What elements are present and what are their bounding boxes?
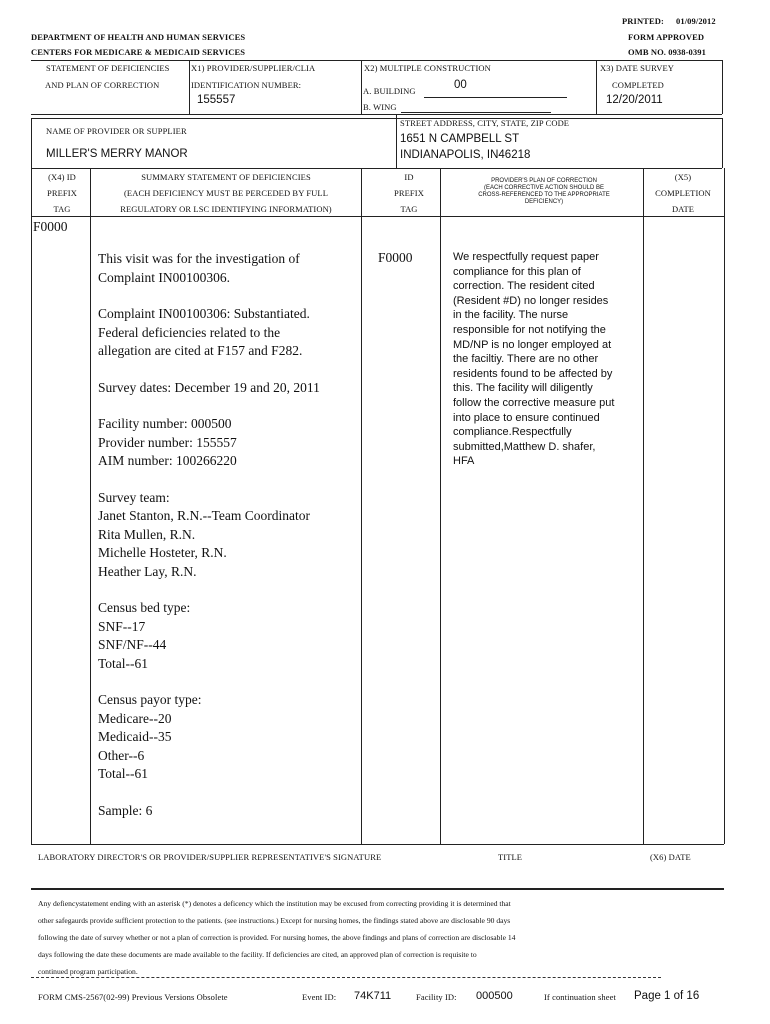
summary-header-line1: SUMMARY STATEMENT OF DEFICIENCIES	[141, 172, 311, 182]
facility-id-value: 000500	[476, 990, 513, 1002]
facility-id-label: Facility ID:	[416, 992, 457, 1002]
x5-header-line1: (X5)	[674, 172, 692, 182]
printed-label: PRINTED:	[622, 16, 664, 26]
street-value: 1651 N CAMPBELL ST	[400, 133, 520, 145]
plan-line: MD/NP is no longer employed at	[453, 338, 612, 351]
summary-line: SNF/NF--44	[98, 637, 167, 652]
disclaimer-line: continued program participation.	[38, 967, 138, 976]
plan-line: into place to ensure continued	[453, 411, 600, 424]
provider-box-right-border	[722, 118, 723, 168]
continuation-label: If continuation sheet	[544, 992, 616, 1002]
building-value: 00	[454, 79, 467, 91]
provider-clia-label: X1) PROVIDER/SUPPLIER/CLIA	[191, 63, 316, 73]
summary-line: Total--61	[98, 766, 149, 781]
plan-line: in the facility. The nurse	[453, 309, 569, 322]
omb-number: OMB NO. 0938-0391	[628, 47, 706, 57]
summary-paragraph	[98, 250, 360, 287]
top-box-divider-2	[361, 60, 362, 114]
summary-line: Federal deficiencies related to the	[98, 324, 281, 340]
plan-line: follow the corrective measure put	[453, 396, 615, 409]
survey-date-value: 12/20/2011	[606, 94, 663, 106]
column-header-bottom-border	[31, 216, 724, 217]
plan-of-correction	[453, 250, 641, 469]
disclaimer-line: other safegaurds provide sufficient protection to the patients. (see instructions.) Except for nursing homes, the findings stated above are disclosable 90 days	[38, 916, 511, 925]
summary-line: Sample: 6	[98, 802, 153, 818]
plan-tag: F0000	[378, 250, 413, 265]
statement-label-line1: STATEMENT OF DEFICIENCIES	[46, 63, 170, 73]
building-label: A. BUILDING	[363, 86, 416, 96]
summary-header-line2: (EACH DEFICIENCY MUST BE PERCEDED BY FULL	[123, 188, 329, 198]
provider-number-value: 155557	[197, 94, 236, 106]
summary-header-line3: REGULATORY OR LSC IDENTIFYING INFORMATION)	[120, 204, 332, 214]
summary-line: allegation are cited at F157 and F282.	[98, 343, 303, 358]
summary-paragraph	[98, 599, 360, 673]
date-survey-label: X3) DATE SURVEY	[600, 63, 675, 73]
completed-label: COMPLETED	[612, 80, 664, 90]
plan-line: submitted,Matthew D. shafer,	[453, 440, 596, 453]
x6-date-label: (X6) DATE	[650, 852, 691, 862]
id-header-line2: PREFIX	[394, 188, 424, 198]
summary-line: Rita Mullen, R.N.	[98, 526, 196, 542]
plan-line: correction. The resident cited	[453, 280, 595, 293]
address-label: STREET ADDRESS, CITY, STATE, ZIP CODE	[400, 118, 570, 128]
deficiency-tag: F0000	[33, 219, 68, 234]
x4-header-line3: TAG	[53, 204, 71, 214]
summary-line: Census bed type:	[98, 600, 191, 615]
summary-line: Total--61	[98, 655, 149, 671]
summary-line: SNF--17	[98, 618, 146, 634]
plan-line: residents found to be affected by	[453, 367, 613, 380]
summary-statement	[98, 250, 360, 838]
top-box-divider-1	[189, 60, 190, 114]
table-divider-summary	[361, 168, 362, 844]
plan-line: the faciltiy. There are no other	[453, 353, 599, 366]
summary-line: Complaint IN00100306.	[98, 269, 230, 285]
summary-line: This visit was for the investigation of	[98, 251, 300, 266]
top-box-divider-3	[596, 60, 597, 114]
footer-divider	[31, 977, 661, 978]
plan-line: this. The facility will diligently	[453, 382, 593, 395]
plan-header-line3: CROSS-REFERENCED TO THE APPROPRIATE	[478, 192, 610, 198]
summary-line: Survey team:	[98, 489, 170, 505]
table-bottom-border	[31, 844, 724, 845]
provider-box-divider	[396, 114, 397, 168]
provider-box-top-border	[31, 118, 722, 119]
disclaimer-line: following the date of survey whether or not a plan of correction is provided. For nursing homes, the above findings and plans of correction are disclosable 14	[38, 933, 516, 942]
plan-line: (Resident #D) no longer resides	[453, 294, 609, 307]
top-box-bottom-border	[31, 114, 722, 115]
summary-line: Provider number: 155557	[98, 434, 237, 450]
multiple-construction-label: X2) MULTIPLE CONSTRUCTION	[364, 63, 491, 73]
table-divider-plan	[643, 168, 644, 844]
summary-paragraph	[98, 489, 360, 582]
summary-line: Medicare--20	[98, 710, 172, 726]
table-left-border	[31, 168, 32, 844]
signature-label: LABORATORY DIRECTOR'S OR PROVIDER/SUPPLIER REPRESENTATIVE'S SIGNATURE	[38, 852, 382, 862]
x4-header-line2: PREFIX	[47, 188, 77, 198]
form-approved: FORM APPROVED	[628, 32, 705, 42]
summary-line: Heather Lay, R.N.	[98, 563, 197, 579]
printed-date: 01/09/2012	[676, 16, 716, 26]
provider-name-value: MILLER'S MERRY MANOR	[46, 148, 188, 160]
table-right-border	[724, 168, 725, 844]
summary-line: Complaint IN00100306: Substantiated.	[98, 306, 310, 321]
summary-paragraph	[98, 379, 360, 398]
disclaimer-line: Any defiencystatement ending with an asterisk (*) denotes a deficency which the institution may be excused from correcting providing it is determined that	[38, 899, 511, 908]
id-header-line1: ID	[404, 172, 414, 182]
provider-box-left-border	[31, 118, 32, 168]
provider-name-label: NAME OF PROVIDER OR SUPPLIER	[46, 126, 187, 136]
summary-paragraph	[98, 415, 360, 471]
summary-line: Janet Stanton, R.N.--Team Coordinator	[98, 508, 311, 523]
identification-number-label: IDENTIFICATION NUMBER:	[191, 80, 302, 90]
plan-header-line1: PROVIDER'S PLAN OF CORRECTION	[491, 178, 597, 184]
building-underline	[424, 97, 567, 98]
plan-line: HFA	[453, 455, 475, 468]
plan-header-line4: DEFICIENCY)	[524, 199, 564, 205]
title-label: TITLE	[498, 852, 523, 862]
department-title: DEPARTMENT OF HEALTH AND HUMAN SERVICES	[31, 32, 246, 42]
summary-line: Medicaid--35	[98, 729, 172, 744]
plan-line: We respectfully request paper	[453, 251, 599, 263]
summary-line: Other--6	[98, 747, 145, 763]
summary-line: Survey dates: December 19 and 20, 2011	[98, 379, 320, 395]
id-header-line3: TAG	[400, 204, 418, 214]
plan-line: compliance for this plan of	[453, 265, 581, 278]
form-number: FORM CMS-2567(02-99) Previous Versions Obsolete	[38, 992, 228, 1002]
event-id-value: 74K711	[354, 990, 392, 1002]
table-divider-prefix	[90, 168, 91, 844]
wing-label: B. WING	[363, 102, 397, 112]
plan-header	[445, 178, 643, 206]
summary-paragraph	[98, 691, 360, 784]
table-divider-id	[440, 168, 441, 844]
top-box-right-border	[722, 60, 723, 114]
provider-box-bottom-border	[31, 168, 722, 169]
summary-line: Census payor type:	[98, 692, 202, 707]
x4-header-line1: (X4) ID	[48, 172, 76, 182]
x5-header-line3: DATE	[671, 204, 695, 214]
summary-paragraph	[98, 305, 360, 361]
top-box-top-border	[31, 60, 722, 61]
city-state-zip-value: INDIANAPOLIS, IN46218	[400, 149, 531, 161]
plan-header-line2: (EACH CORRECTIVE ACTION SHOULD BE	[483, 185, 605, 191]
summary-line: AIM number: 100266220	[98, 453, 237, 468]
signature-bottom-border	[31, 888, 724, 890]
centers-title: CENTERS FOR MEDICARE & MEDICAID SERVICES	[31, 47, 246, 57]
summary-line: Michelle Hosteter, R.N.	[98, 545, 227, 560]
summary-paragraph	[98, 802, 360, 821]
wing-underline	[401, 112, 551, 113]
x5-header-line2: COMPLETION	[655, 188, 711, 198]
summary-line: Facility number: 000500	[98, 416, 232, 431]
plan-line: compliance.Respectfully	[453, 426, 572, 439]
statement-label-line2: AND PLAN OF CORRECTION	[45, 80, 160, 90]
event-id-label: Event ID:	[302, 992, 337, 1002]
disclaimer-line: days following the date these documents are made available to the facility. If deficiencies are cited, an approved plan of correction is requisite to	[38, 950, 477, 959]
disclaimer	[38, 895, 718, 980]
page-number: Page 1 of 16	[634, 990, 700, 1002]
plan-line: responsible for not notifying the	[453, 323, 606, 336]
